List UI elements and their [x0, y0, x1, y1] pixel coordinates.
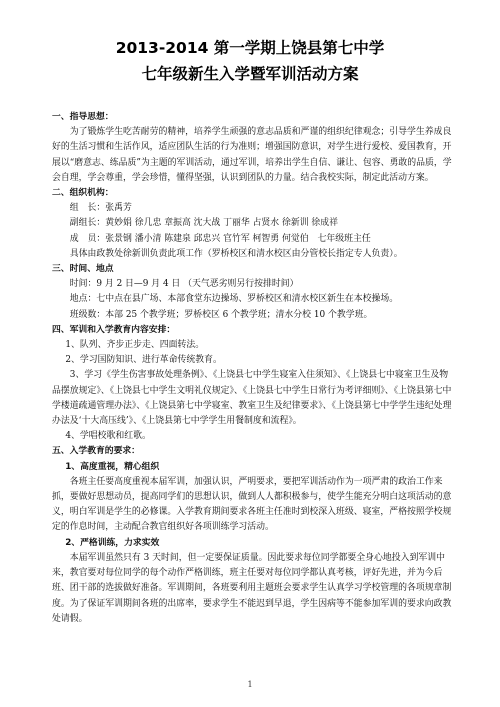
schedule-time: 时间：9 月 2 日—9 月 4 日 （天气恶劣则另行按排时间） [69, 279, 299, 290]
requirement-1-heading: 1、高度重视，精心组织 [65, 461, 160, 472]
section-heading-organization: 二、组织机构： [52, 188, 114, 199]
requirement-2-heading: 2、严格训练，力求实效 [65, 537, 160, 548]
document-title-line2: 七年级新生入学暨军训活动方案 [141, 65, 359, 83]
training-item-4: 4、学唱校歌和红歌。 [65, 431, 151, 442]
schedule-place: 地点：七中点在县广场、本部食堂东边操场、罗桥校区和清水校区新生在本校操场。 [69, 294, 399, 305]
organization-leader: 组 长：张禹芳 [69, 203, 132, 214]
guiding-ideology-paragraph: 为了锻炼学生吃苦耐劳的精神，培养学生顽强的意志品质和严谨的组织纪律观念；引导学生养成良好的生活习惯和生活作风，适应团队生活的行为准则；增强国防意识，对学生进行爱校、爱国教育，开展以“磨意志、练品质”为主题的军训活动，通过军训，培养出学生自信、谦让、包容、勇敢的品质，学会自理，学会尊重，学会珍惜，懂得坚强，认识到团队的力量。结合我校实际，制定此活动方案。 [52, 127, 452, 183]
section-heading-time-place: 三、时间、地点 [52, 264, 114, 275]
section-heading-requirements: 五、入学教育的要求： [52, 446, 140, 457]
training-item-1: 1、队列、齐步正步走、四面转法。 [65, 340, 205, 351]
schedule-class-count: 班级数：本部 25 个教学班；罗桥校区 6 个教学班；清水分校 10 个教学班。 [69, 309, 373, 320]
requirement-1-paragraph: 各班主任要高度重视本届军训，加强认识，严明要求，要把军训活动作为一项严肃的政治工作来抓，要做好思想动员，提高同学们的思想认识，做到人人都积极参与，使学生能充分明白这项活动的意义，明白军训是学生的必修课。入学教育期间要求各班主任准时到校深入班级、寝室，严格按照学校规定的作息时间，主动配合教官组织好各项训练学习活动。 [52, 476, 452, 533]
requirement-2-paragraph: 本届军训虽然只有 3 天时间，但一定要保证质量。因此要求每位同学都要全身心地投入到军训中来，教官要对每位同学的每个动作严格训练，班主任要对每位同学都认真考核，评好先进，并为今后班、团干部的选拔做好准备。军训期间，各班要利用主题班会要求学生认真学习学校管理的各项规章制度。为了保证军训期间各班的出席率，要求学生不能迟到早退，学生因病等不能参加军训的要求向政教处请假。 [52, 552, 452, 624]
section-heading-guiding-ideology: 一、指导思想： [52, 112, 114, 122]
organization-note: 具体由政教处徐新训负责此项工作（罗桥校区和清水校区由分管校长指定专人负责）。 [69, 248, 403, 259]
organization-members: 成 员：张景钢 潘小清 陈建泉 邱忠兴 官竹军 柯智勇 何觉伯 七年级班主任 [69, 233, 371, 244]
organization-deputy-leaders: 副组长：黄妙娟 徐几忠 章振高 沈大战 丁丽华 占贤水 徐新训 徐成祥 [69, 218, 339, 229]
training-item-2: 2、学习国防知识、进行革命传统教育。 [65, 355, 222, 366]
document-body [52, 110, 454, 627]
training-item-3: 3、学习《学生伤害事故处理条例》、《上饶县七中学生寝室入住须知》、《上饶县七中寝室卫生及物品摆放规定》、《上饶县七中学生文明礼仪规定》、《上饶县七中学生日常行为考评细则》、《上饶县第七中学楼道疏通管理办法》、《上饶县第七中学寝室、教室卫生及纪律要求》、《上饶县第七中学学生违纪处理办法及‘十大高压线’》、《上饶县第七中学学生用餐制度和流程》。 [52, 370, 452, 427]
section-heading-training-content: 四、军训和入学教育内容安排： [52, 324, 176, 335]
document-title-line1: 2013-2014 第一学期上饶县第七中学 [115, 39, 385, 57]
page-number: 1 [247, 680, 253, 689]
